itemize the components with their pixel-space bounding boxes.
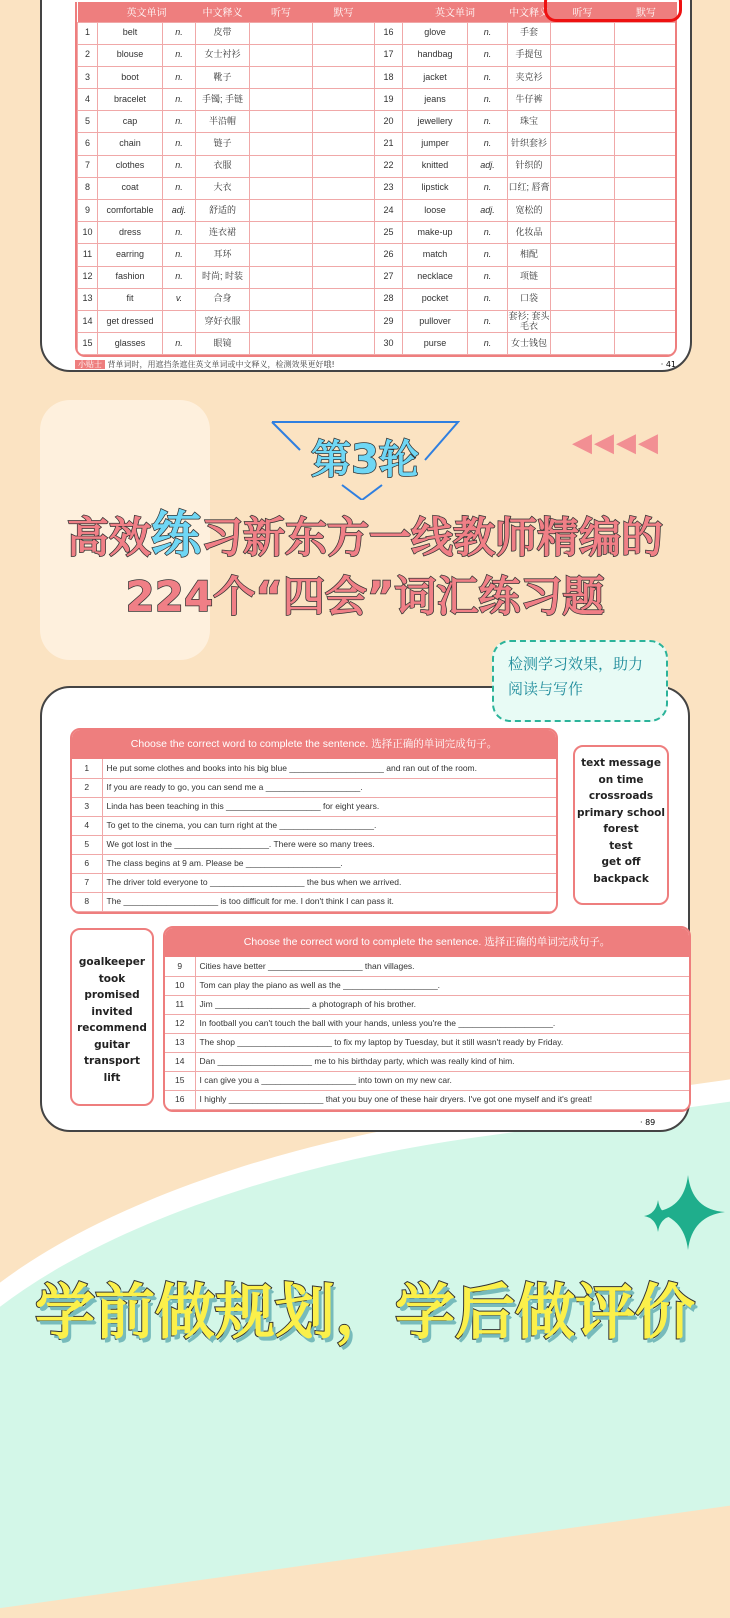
question-number: 7 — [72, 873, 102, 892]
word: cap — [98, 111, 163, 133]
meaning: 衣服 — [196, 155, 250, 177]
meaning: 连衣裙 — [196, 222, 250, 244]
dictation-cell — [551, 66, 615, 88]
dictation-cell — [250, 111, 313, 133]
word: get dressed — [98, 310, 163, 332]
table-header — [78, 2, 98, 22]
question-text: Linda has been teaching in this ____________________ for eight years. — [102, 797, 556, 816]
word-number: 7 — [78, 155, 98, 177]
word-bank-item: get off — [601, 856, 641, 868]
part-of-speech: n. — [163, 111, 196, 133]
sparkle-icon — [640, 1170, 730, 1260]
dictation-cell — [250, 288, 313, 310]
part-of-speech: n. — [163, 333, 196, 355]
word-bank-item: invited — [91, 1005, 133, 1018]
meaning: 牛仔裤 — [508, 89, 551, 111]
question-text: I highly ____________________ that you buy one of these hair dryers. I've got one myself and it's great! — [195, 1090, 689, 1109]
question-number: 8 — [72, 892, 102, 911]
recall-cell — [615, 288, 678, 310]
recall-cell — [313, 89, 375, 111]
dictation-cell — [250, 310, 313, 332]
word: fit — [98, 288, 163, 310]
word: bracelet — [98, 89, 163, 111]
recall-cell — [313, 222, 375, 244]
recall-cell — [615, 133, 678, 155]
tip-text: 背单词时，用遮挡条遮住英文单词或中文释义，检测效果更好哦! — [107, 360, 335, 369]
word-number: 21 — [375, 133, 403, 155]
recall-cell — [615, 22, 678, 44]
meaning: 时尚; 时装 — [196, 266, 250, 288]
vocab-table — [77, 2, 677, 355]
recall-cell — [615, 155, 678, 177]
word: jewellery — [403, 111, 468, 133]
part-of-speech: n. — [468, 244, 508, 266]
recall-cell — [615, 177, 678, 199]
question-number: 14 — [165, 1052, 195, 1071]
recall-cell — [313, 333, 375, 355]
part-of-speech: v. — [163, 288, 196, 310]
word-number: 26 — [375, 244, 403, 266]
part-of-speech: n. — [468, 89, 508, 111]
meaning: 夹克衫 — [508, 66, 551, 88]
exercise-row — [72, 873, 556, 892]
part-of-speech: n. — [468, 310, 508, 332]
question-number: 3 — [72, 797, 102, 816]
word-bank-item: crossroads — [588, 790, 654, 802]
part-of-speech: n. — [163, 177, 196, 199]
recall-cell — [313, 200, 375, 222]
recall-cell — [313, 22, 375, 44]
recall-cell — [615, 222, 678, 244]
word-bank-item: forest — [603, 823, 639, 835]
part-of-speech: n. — [468, 288, 508, 310]
word-number: 22 — [375, 155, 403, 177]
dictation-cell — [250, 244, 313, 266]
exercise-row — [72, 778, 556, 797]
part-of-speech: adj. — [468, 155, 508, 177]
meaning: 手套 — [508, 22, 551, 44]
word-number: 27 — [375, 266, 403, 288]
exercise-row — [165, 1014, 689, 1033]
word-bank-item: transport — [84, 1055, 140, 1067]
table-header: 听写 — [551, 2, 615, 22]
part-of-speech — [163, 310, 196, 332]
question-text: He put some clothes and books into his big blue ____________________ and ran out of the room. — [102, 759, 556, 778]
exercise-row — [165, 995, 689, 1014]
dictation-cell — [551, 200, 615, 222]
recall-cell — [313, 244, 375, 266]
table-row — [78, 177, 678, 199]
table-row — [78, 222, 678, 244]
word: jacket — [403, 66, 468, 88]
table-row — [78, 155, 678, 177]
arrows-decoration: ◀◀◀◀ — [572, 428, 660, 458]
question-number: 1 — [72, 759, 102, 778]
word: knitted — [403, 155, 468, 177]
meaning: 项链 — [508, 266, 551, 288]
part-of-speech: n. — [468, 266, 508, 288]
word: dress — [98, 222, 163, 244]
headline-line1 — [0, 508, 730, 563]
table-row — [78, 22, 678, 44]
table-header: 英文单词 — [403, 2, 508, 22]
question-number: 12 — [165, 1014, 195, 1033]
dictation-cell — [551, 44, 615, 66]
word-bank-item: guitar — [94, 1038, 130, 1051]
recall-cell — [615, 266, 678, 288]
speech-bubble: 检测学习效果，助力阅读与写作 — [492, 640, 668, 722]
question-text: I can give you a ____________________ into town on my new car. — [195, 1071, 689, 1090]
word: blouse — [98, 44, 163, 66]
headline-highlight: 练 — [151, 506, 201, 564]
question-text: Tom can play the piano as well as the ____________________. — [195, 976, 689, 995]
word: chain — [98, 133, 163, 155]
question-text: The ____________________ is too difficult for me. I don't think I can pass it. — [102, 892, 556, 911]
meaning: 舒适的 — [196, 200, 250, 222]
word-number: 3 — [78, 66, 98, 88]
question-number: 6 — [72, 854, 102, 873]
recall-cell — [615, 333, 678, 355]
word-bank-item: recommend — [77, 1022, 147, 1034]
recall-cell — [313, 111, 375, 133]
word: jumper — [403, 133, 468, 155]
dictation-cell — [551, 266, 615, 288]
word: handbag — [403, 44, 468, 66]
dictation-cell — [250, 133, 313, 155]
meaning: 半沿帽 — [196, 111, 250, 133]
word-bank-item: backpack — [593, 872, 649, 885]
word: lipstick — [403, 177, 468, 199]
meaning: 针织套衫 — [508, 133, 551, 155]
recall-cell — [615, 244, 678, 266]
dictation-cell — [250, 200, 313, 222]
meaning: 珠宝 — [508, 111, 551, 133]
recall-cell — [615, 44, 678, 66]
table-header — [375, 2, 403, 22]
dictation-cell — [250, 89, 313, 111]
exercise-title: Choose the correct word to complete the sentence. 选择正确的单词完成句子。 — [165, 928, 689, 957]
dictation-cell — [551, 222, 615, 244]
word-number: 12 — [78, 266, 98, 288]
table-row — [78, 66, 678, 88]
dictation-cell — [250, 66, 313, 88]
part-of-speech: n. — [468, 177, 508, 199]
dictation-cell — [250, 266, 313, 288]
meaning: 女士衬衫 — [196, 44, 250, 66]
recall-cell — [313, 288, 375, 310]
exercise-row — [72, 816, 556, 835]
exercise-row — [165, 957, 689, 976]
dictation-cell — [250, 333, 313, 355]
headline-part: 高效 — [66, 513, 151, 562]
word-bank-2 — [70, 928, 154, 1106]
table-header: 默写 — [615, 2, 678, 22]
word: clothes — [98, 155, 163, 177]
part-of-speech: n. — [468, 66, 508, 88]
part-of-speech: n. — [163, 244, 196, 266]
question-number: 10 — [165, 976, 195, 995]
meaning: 口袋 — [508, 288, 551, 310]
dictation-cell — [250, 22, 313, 44]
question-text: The shop ____________________ to fix my laptop by Tuesday, but it still wasn't ready by Friday. — [195, 1033, 689, 1052]
word-bank-item: test — [609, 839, 633, 852]
word-bank-item: text message — [581, 757, 661, 769]
footer-slogan: 学前做规划，学后做评价 — [35, 1278, 695, 1348]
meaning: 大衣 — [196, 177, 250, 199]
recall-cell — [313, 66, 375, 88]
recall-cell — [615, 89, 678, 111]
meaning: 眼镜 — [196, 333, 250, 355]
part-of-speech: n. — [468, 111, 508, 133]
word-number: 2 — [78, 44, 98, 66]
table-header: 听写 — [250, 2, 313, 22]
exercise-row — [72, 892, 556, 911]
dictation-cell — [551, 22, 615, 44]
page-number: · 41 — [660, 360, 676, 369]
dictation-cell — [551, 177, 615, 199]
word-bank-item: on time — [598, 773, 644, 786]
exercise-row — [165, 1033, 689, 1052]
dictation-cell — [551, 333, 615, 355]
word: jeans — [403, 89, 468, 111]
word-number: 15 — [78, 333, 98, 355]
meaning: 穿好衣服 — [196, 310, 250, 332]
word-number: 23 — [375, 177, 403, 199]
word-number: 25 — [375, 222, 403, 244]
question-number: 16 — [165, 1090, 195, 1109]
part-of-speech: n. — [468, 22, 508, 44]
dictation-cell — [551, 89, 615, 111]
word-number: 1 — [78, 22, 98, 44]
table-row — [78, 333, 678, 355]
word: comfortable — [98, 200, 163, 222]
part-of-speech: n. — [468, 44, 508, 66]
word-number: 11 — [78, 244, 98, 266]
exercise-row — [72, 835, 556, 854]
question-number: 9 — [165, 957, 195, 976]
highlight-circle — [544, 0, 682, 22]
part-of-speech: n. — [163, 89, 196, 111]
recall-cell — [313, 155, 375, 177]
meaning: 靴子 — [196, 66, 250, 88]
dictation-cell — [551, 111, 615, 133]
word-number: 8 — [78, 177, 98, 199]
meaning: 手镯; 手链 — [196, 89, 250, 111]
question-text: We got lost in the ____________________. There were so many trees. — [102, 835, 556, 854]
meaning: 耳环 — [196, 244, 250, 266]
exercise-title: Choose the correct word to complete the sentence. 选择正确的单词完成句子。 — [72, 730, 556, 759]
word-number: 29 — [375, 310, 403, 332]
part-of-speech: n. — [163, 222, 196, 244]
word: coat — [98, 177, 163, 199]
part-of-speech: adj. — [163, 200, 196, 222]
part-of-speech: adj. — [468, 200, 508, 222]
table-row — [78, 89, 678, 111]
dictation-cell — [250, 155, 313, 177]
word-bank-item: primary school — [577, 806, 665, 819]
meaning: 针织的 — [508, 155, 551, 177]
part-of-speech: n. — [468, 333, 508, 355]
word-number: 5 — [78, 111, 98, 133]
dictation-cell — [551, 288, 615, 310]
word-bank-item: took — [98, 972, 126, 985]
word-number: 9 — [78, 200, 98, 222]
word: glove — [403, 22, 468, 44]
question-text: The driver told everyone to ____________________ the bus when we arrived. — [102, 873, 556, 892]
part-of-speech: n. — [163, 66, 196, 88]
table-row — [78, 310, 678, 332]
part-of-speech: n. — [163, 266, 196, 288]
question-text: Cities have better ____________________ than villages. — [195, 957, 689, 976]
mint-background — [0, 1082, 730, 1617]
round-label: 第3轮 — [311, 437, 419, 483]
question-text: In football you can't touch the ball with your hands, unless you're the ____________________. — [195, 1014, 689, 1033]
recall-cell — [313, 44, 375, 66]
dictation-cell — [551, 310, 615, 332]
meaning: 宽松的 — [508, 200, 551, 222]
dictation-cell — [250, 222, 313, 244]
question-number: 5 — [72, 835, 102, 854]
part-of-speech: n. — [468, 133, 508, 155]
meaning: 手提包 — [508, 44, 551, 66]
table-header: 中文释义 — [508, 2, 551, 22]
question-text: The class begins at 9 am. Please be ____________________. — [102, 854, 556, 873]
dictation-cell — [551, 244, 615, 266]
recall-cell — [615, 66, 678, 88]
recall-cell — [313, 177, 375, 199]
word-number: 24 — [375, 200, 403, 222]
question-text: Jim ____________________ a photograph of his brother. — [195, 995, 689, 1014]
exercise-row — [72, 854, 556, 873]
question-number: 11 — [165, 995, 195, 1014]
word-number: 4 — [78, 89, 98, 111]
part-of-speech: n. — [163, 22, 196, 44]
word-number: 13 — [78, 288, 98, 310]
page-number-2: · 89 — [640, 1118, 656, 1127]
meaning: 链子 — [196, 133, 250, 155]
word-bank-item: goalkeeper — [78, 956, 146, 968]
headline-line2: 224个“四会”词汇练习题 — [125, 572, 605, 621]
question-text: If you are ready to go, you can send me a ____________________. — [102, 778, 556, 797]
meaning: 套衫; 套头毛衣 — [508, 310, 551, 332]
word-number: 14 — [78, 310, 98, 332]
recall-cell — [313, 266, 375, 288]
part-of-speech: n. — [468, 222, 508, 244]
table-header: 默写 — [313, 2, 375, 22]
dictation-cell — [551, 133, 615, 155]
meaning: 女士钱包 — [508, 333, 551, 355]
question-number: 13 — [165, 1033, 195, 1052]
word-bank-item: lift — [103, 1071, 121, 1084]
exercise-table-2 — [163, 926, 691, 1112]
recall-cell — [615, 200, 678, 222]
meaning: 合身 — [196, 288, 250, 310]
word-bank-1 — [573, 745, 669, 905]
word: glasses — [98, 333, 163, 355]
dictation-cell — [551, 155, 615, 177]
meaning: 口红; 唇膏 — [508, 177, 551, 199]
recall-cell — [615, 111, 678, 133]
word: fashion — [98, 266, 163, 288]
exercise-row — [165, 976, 689, 995]
word: necklace — [403, 266, 468, 288]
tip — [75, 359, 335, 370]
word: belt — [98, 22, 163, 44]
word-number: 19 — [375, 89, 403, 111]
headline-part: 习新东方一线教师精编的 — [201, 513, 664, 562]
word: make-up — [403, 222, 468, 244]
meaning: 相配 — [508, 244, 551, 266]
meaning: 化妆品 — [508, 222, 551, 244]
question-number: 4 — [72, 816, 102, 835]
question-number: 2 — [72, 778, 102, 797]
word: pullover — [403, 310, 468, 332]
word: purse — [403, 333, 468, 355]
word-number: 20 — [375, 111, 403, 133]
word: boot — [98, 66, 163, 88]
exercise-row — [165, 1071, 689, 1090]
exercise-row — [165, 1090, 689, 1109]
table-row — [78, 288, 678, 310]
recall-cell — [615, 310, 678, 332]
exercise-row — [165, 1052, 689, 1071]
word-number: 10 — [78, 222, 98, 244]
word: loose — [403, 200, 468, 222]
word: pocket — [403, 288, 468, 310]
table-row — [78, 133, 678, 155]
table-row — [78, 111, 678, 133]
table-row — [78, 244, 678, 266]
part-of-speech: n. — [163, 44, 196, 66]
table-header: 中文释义 — [196, 2, 250, 22]
question-text: To get to the cinema, you can turn right at the ____________________. — [102, 816, 556, 835]
meaning: 皮带 — [196, 22, 250, 44]
word-number: 30 — [375, 333, 403, 355]
exercise-row — [72, 759, 556, 778]
word-number: 17 — [375, 44, 403, 66]
word-number: 28 — [375, 288, 403, 310]
exercise-table-1 — [70, 728, 558, 914]
word-bank-item: promised — [84, 989, 140, 1001]
word-number: 16 — [375, 22, 403, 44]
table-header: 英文单词 — [98, 2, 196, 22]
table-row — [78, 266, 678, 288]
vocab-page — [40, 0, 692, 372]
tip-label: 小贴士 — [75, 360, 105, 369]
word: match — [403, 244, 468, 266]
word: earring — [98, 244, 163, 266]
question-number: 15 — [165, 1071, 195, 1090]
part-of-speech: n. — [163, 155, 196, 177]
word-number: 18 — [375, 66, 403, 88]
dictation-cell — [250, 177, 313, 199]
recall-cell — [313, 133, 375, 155]
table-row — [78, 44, 678, 66]
exercise-row — [72, 797, 556, 816]
recall-cell — [313, 310, 375, 332]
word-number: 6 — [78, 133, 98, 155]
table-row — [78, 200, 678, 222]
part-of-speech: n. — [163, 133, 196, 155]
dictation-cell — [250, 44, 313, 66]
question-text: Dan ____________________ me to his birthday party, which was really kind of him. — [195, 1052, 689, 1071]
